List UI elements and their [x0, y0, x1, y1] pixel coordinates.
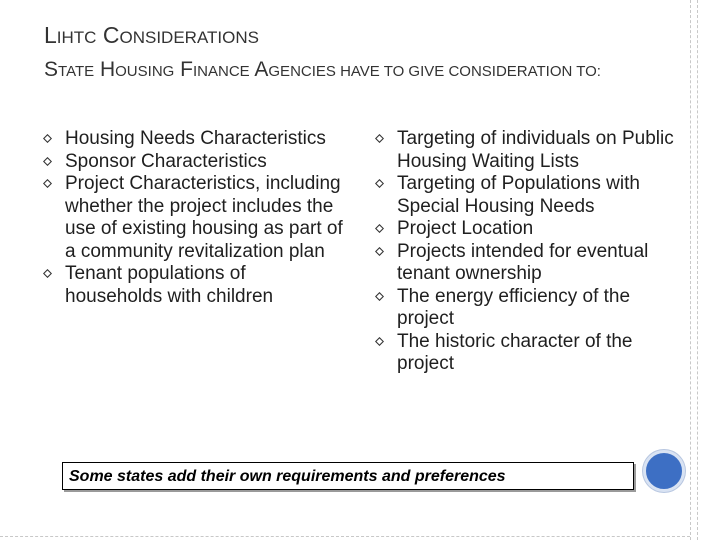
- list-item: [377, 173, 689, 218]
- list-item-text: The energy efficiency of the project: [397, 285, 631, 329]
- list-item-text: Targeting of individuals on Public Housing Waiting Lists: [397, 128, 674, 172]
- slide-subtitle: [44, 56, 644, 86]
- list-item: [45, 173, 345, 263]
- list-item: [377, 286, 689, 331]
- subtitle-word-2-initial: H: [99, 58, 116, 81]
- list-item-text: Project Characteristics, including whether the project includes the use of existing housing as part of a community revitalization plan: [65, 173, 343, 262]
- subtitle-word-1-rest: TATE: [58, 63, 95, 80]
- list-item-text: Targeting of Populations with Special Housing Needs: [397, 173, 640, 217]
- title-word2-rest: ONSIDERATIONS: [119, 28, 259, 47]
- list-item: [377, 331, 689, 376]
- list-item-text: Housing Needs Characteristics: [65, 128, 326, 149]
- note-box: [62, 462, 634, 490]
- circle-icon: [643, 450, 685, 492]
- diamond-outline-icon: [375, 179, 384, 188]
- diamond-outline-icon: [375, 337, 384, 346]
- list-item: [45, 128, 345, 151]
- diamond-outline-icon: [43, 157, 52, 166]
- list-item-text: Projects intended for eventual tenant ownership: [397, 240, 649, 284]
- diamond-outline-icon: [375, 247, 384, 256]
- title-initial: L: [44, 22, 57, 48]
- note-text: Some states add their own requirements and preferences: [69, 468, 506, 485]
- slide-title: [44, 20, 674, 53]
- title-word2-initial: C: [102, 22, 120, 48]
- list-item: [377, 218, 689, 241]
- subtitle-word-3-initial: F: [180, 58, 193, 81]
- subtitle-word-3-rest: INANCE: [193, 63, 250, 80]
- list-item-text: The historic character of the project: [397, 330, 633, 374]
- list-item: [45, 263, 345, 308]
- slide-right-border: [690, 0, 698, 540]
- diamond-outline-icon: [43, 134, 52, 143]
- list-item: [45, 151, 345, 174]
- diamond-outline-icon: [375, 134, 384, 143]
- list-item-text: Project Location: [397, 218, 534, 239]
- list-item: [377, 128, 689, 173]
- subtitle-word-4-initial: A: [254, 58, 269, 81]
- subtitle-word-4-rest: GENCIES HAVE TO GIVE CONSIDERATION TO:: [268, 63, 601, 80]
- right-bullet-list: [377, 128, 689, 376]
- diamond-outline-icon: [375, 224, 384, 233]
- diamond-outline-icon: [375, 292, 384, 301]
- title-rest: IHTC: [56, 28, 97, 47]
- subtitle-word-2-rest: OUSING: [115, 63, 175, 80]
- list-item-text: Tenant populations of households with children: [65, 263, 274, 307]
- left-bullet-list: [45, 128, 345, 308]
- slide-bottom-border: [0, 536, 690, 537]
- diamond-outline-icon: [43, 179, 52, 188]
- list-item: [377, 241, 689, 286]
- subtitle-word-1-initial: S: [44, 58, 59, 81]
- list-item-text: Sponsor Characteristics: [65, 150, 267, 172]
- diamond-outline-icon: [43, 269, 52, 278]
